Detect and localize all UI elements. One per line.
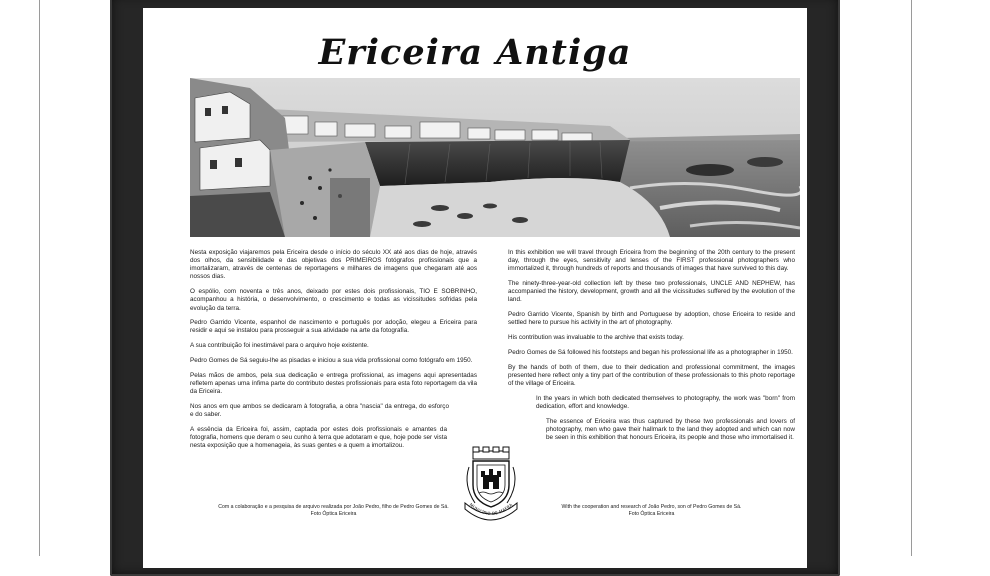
pt-paragraph: Pelas mãos de ambos, pela sua dedicação e entrega profissional, as imagens aqui apresentadas refletem apenas uma ínfima parte do contributo destes profissionais para esta foto reportagem da vila da Ericeira. [190,371,477,395]
portuguese-text-column [190,249,477,457]
pt-paragraph: Pedro Garrido Vicente, espanhol de nascimento e português por adoção, elegeu a Ericeira para residir e aqui se instalou para prosseguir a sua atividade na arte da fotografia. [190,319,477,335]
pt-credits-line: Com a colaboração e a pesquisa de arquivo realizada por João Pedro, filho de Pedro Gomes de Sá. [218,504,449,510]
en-credits-studio: Foto Óptica Ericeira [628,511,675,517]
en-paragraph: In this exhibition we will travel through Ericeira from the beginning of the 20th century to the present day, through the eyes, sensitivity and lenses of the FIRST professional photographers who immortalized it, through hundreds of reports and thousands of images that have survived to this day. [508,249,795,273]
pt-credits-studio: Foto Óptica Ericeira [310,511,357,517]
ericeira-harbor-photo [190,78,800,237]
en-paragraph: The essence of Ericeira was thus captured by these two professionals and lovers of photography, men who gave their hallmark to the land they adopted and which can now be seen in this exhibition that honours Ericeira, its people and those who immortalised it. [546,417,795,441]
page-edge-right [911,0,912,556]
english-text-column [508,249,795,449]
en-paragraph: Pedro Garrido Vicente, Spanish by birth and Portuguese by adoption, chose Ericeira to reside and settled here to pursue his activity in the art of photography. [508,311,795,327]
en-paragraph: His contribution was invaluable to the archive that exists today. [508,334,684,342]
poster-title: Ericeira Antiga [318,32,632,73]
portuguese-credits [190,504,477,518]
municipal-coat-of-arms-icon [459,445,523,525]
pt-paragraph: A sua contribuição foi inestimável para o arquivo hoje existente. [190,342,369,350]
en-paragraph: Pedro Gomes de Sá followed his footsteps and began his professional life as a photographer in 1950. [508,348,793,356]
page-edge-left [39,0,40,556]
en-paragraph: By the hands of both of them, due to their dedication and professional commitment, the images presented here reflect only a tiny part of the contribution of these professionals to this photo reportage of the village of Ericeira. [508,363,795,387]
en-paragraph: The ninety-three-year-old collection left by these two professionals, UNCLE AND NEPHEW, has accompanied the history, development, growth and all the vicissitudes suffered by the evolution of the land. [508,280,795,304]
poster [143,8,807,568]
en-paragraph: In the years in which both dedicated themselves to photography, the work was "born" from dedication, effort and knowledge. [536,394,795,410]
pt-paragraph: A essência da Ericeira foi, assim, captada por estes dois profissionais e amantes da fotografia, homens que deram o seu cunho à terra que adotaram e que, hoje pode ser vista nesta exposição que a homenageia, às suas gentes e a quem a imortalizou. [190,425,447,449]
pt-paragraph: Nos anos em que ambos se dedicaram à fotografia, a obra "nascia" da entrega, do esforço e do saber. [190,402,449,418]
pt-paragraph: Nesta exposição viajaremos pela Ericeira desde o início do século XX até aos dias de hoje, através dos olhos, da sensibilidade e das objetivas dos PRIMEIROS fotógrafos profissionais que a imortalizaram, através de centenas de reportagens e milhares de imagens que chegaram até aos nossos dias. [190,249,477,281]
en-credits-line: With the cooperation and research of João Pedro, son of Pedro Gomes de Sá. [561,504,742,510]
pt-paragraph: O espólio, com noventa e três anos, deixado por estes dois profissionais, TIO E SOBRINHO, acompanhou a história, o desenvolvimento, o crescimento e todas as vicissitudes sofridas pela evolução da terra. [190,288,477,312]
seal-caption: MUNICÍPIO DE MAFRA [468,502,514,517]
english-credits [508,504,795,518]
pt-paragraph: Pedro Gomes de Sá seguiu-lhe as pisadas e iniciou a sua vida profissional como fotógrafo em 1950. [190,356,473,364]
